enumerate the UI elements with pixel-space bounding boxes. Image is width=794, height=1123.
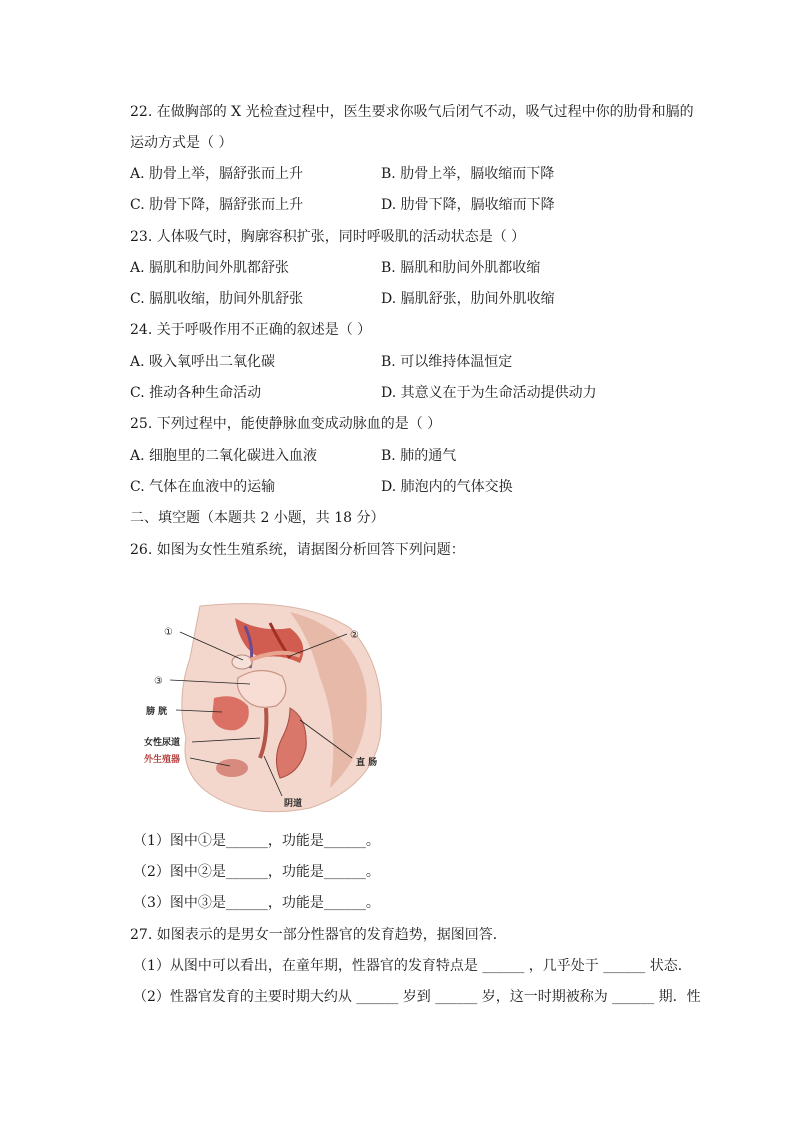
fig-label-external: 外生殖器 <box>144 755 181 765</box>
q22-stem-line2: 运动方式是（ ） <box>130 135 233 151</box>
fig-label-3: ③ <box>154 676 163 687</box>
q23-option-d: D. 膈肌舒张，肋间外肌收缩 <box>381 291 555 307</box>
q24-option-d: D. 其意义在于为生命活动提供动力 <box>381 385 597 401</box>
q22-option-b: B. 肋骨上举，膈收缩而下降 <box>381 166 555 182</box>
q24-stem: 24. 关于呼吸作用不正确的叙述是（ ） <box>130 322 372 338</box>
q24-option-c: C. 推动各种生命活动 <box>130 385 262 401</box>
q25-option-c: C. 气体在血液中的运输 <box>130 479 276 495</box>
q22-option-c: C. 肋骨下降，膈舒张而上升 <box>130 197 304 213</box>
q22-stem-line1: 22. 在做胸部的 X 光检查过程中，医生要求你吸气后闭气不动，吸气过程中你的肋骨和膈的 <box>130 104 694 120</box>
fig-label-2: ② <box>350 630 359 641</box>
q25-option-a: A. 细胞里的二氧化碳进入血液 <box>130 448 318 464</box>
q25-option-d: D. 肺泡内的气体交换 <box>381 479 513 495</box>
q24-option-b: B. 可以维持体温恒定 <box>381 354 513 370</box>
section-title: 二、填空题（本题共 2 小题，共 18 分） <box>130 510 385 526</box>
fig-label-1: ① <box>164 627 173 638</box>
female-reproductive-system-figure <box>140 598 390 822</box>
q27-stem: 27. 如图表示的是男女一部分性器官的发育趋势，据图回答． <box>130 927 507 943</box>
fig-label-urethra: 女性尿道 <box>144 738 181 748</box>
q23-option-a: A. 膈肌和肋间外肌都舒张 <box>130 260 290 276</box>
fig-label-rectum: 直 肠 <box>356 758 378 768</box>
q23-stem: 23. 人体吸气时，胸廓容积扩张，同时呼吸肌的活动状态是（ ） <box>130 229 526 245</box>
q26-sub-3: （3）图中③是______，功能是______。 <box>133 895 380 911</box>
q26-sub-1: （1）图中①是______，功能是______。 <box>133 833 380 849</box>
fig-label-vagina: 阴道 <box>284 799 303 809</box>
q27-sub-2: （2）性器官发育的主要时期大约从 ______ 岁到 ______ 岁，这一时期被称为 ______ 期．性 <box>133 989 701 1005</box>
q26-sub-2: （2）图中②是______，功能是______。 <box>133 864 380 880</box>
q26-stem: 26. 如图为女性生殖系统，请据图分析回答下列问题： <box>130 542 465 558</box>
fig-label-bladder: 膀 胱 <box>146 707 168 717</box>
q25-stem: 25. 下列过程中，能使静脉血变成动脉血的是（ ） <box>130 416 442 432</box>
q23-option-c: C. 膈肌收缩，肋间外肌舒张 <box>130 291 304 307</box>
q27-sub-1: （1）从图中可以看出，在童年期，性器官的发育特点是 ______ ，几乎处于 ______ 状态． <box>133 958 692 974</box>
q24-option-a: A. 吸入氧呼出二氧化碳 <box>130 354 276 370</box>
q22-option-d: D. 肋骨下降，膈收缩而下降 <box>381 197 555 213</box>
q23-option-b: B. 膈肌和肋间外肌都收缩 <box>381 260 541 276</box>
q22-option-a: A. 肋骨上举，膈舒张而上升 <box>130 166 304 182</box>
q25-option-b: B. 肺的通气 <box>381 448 457 464</box>
